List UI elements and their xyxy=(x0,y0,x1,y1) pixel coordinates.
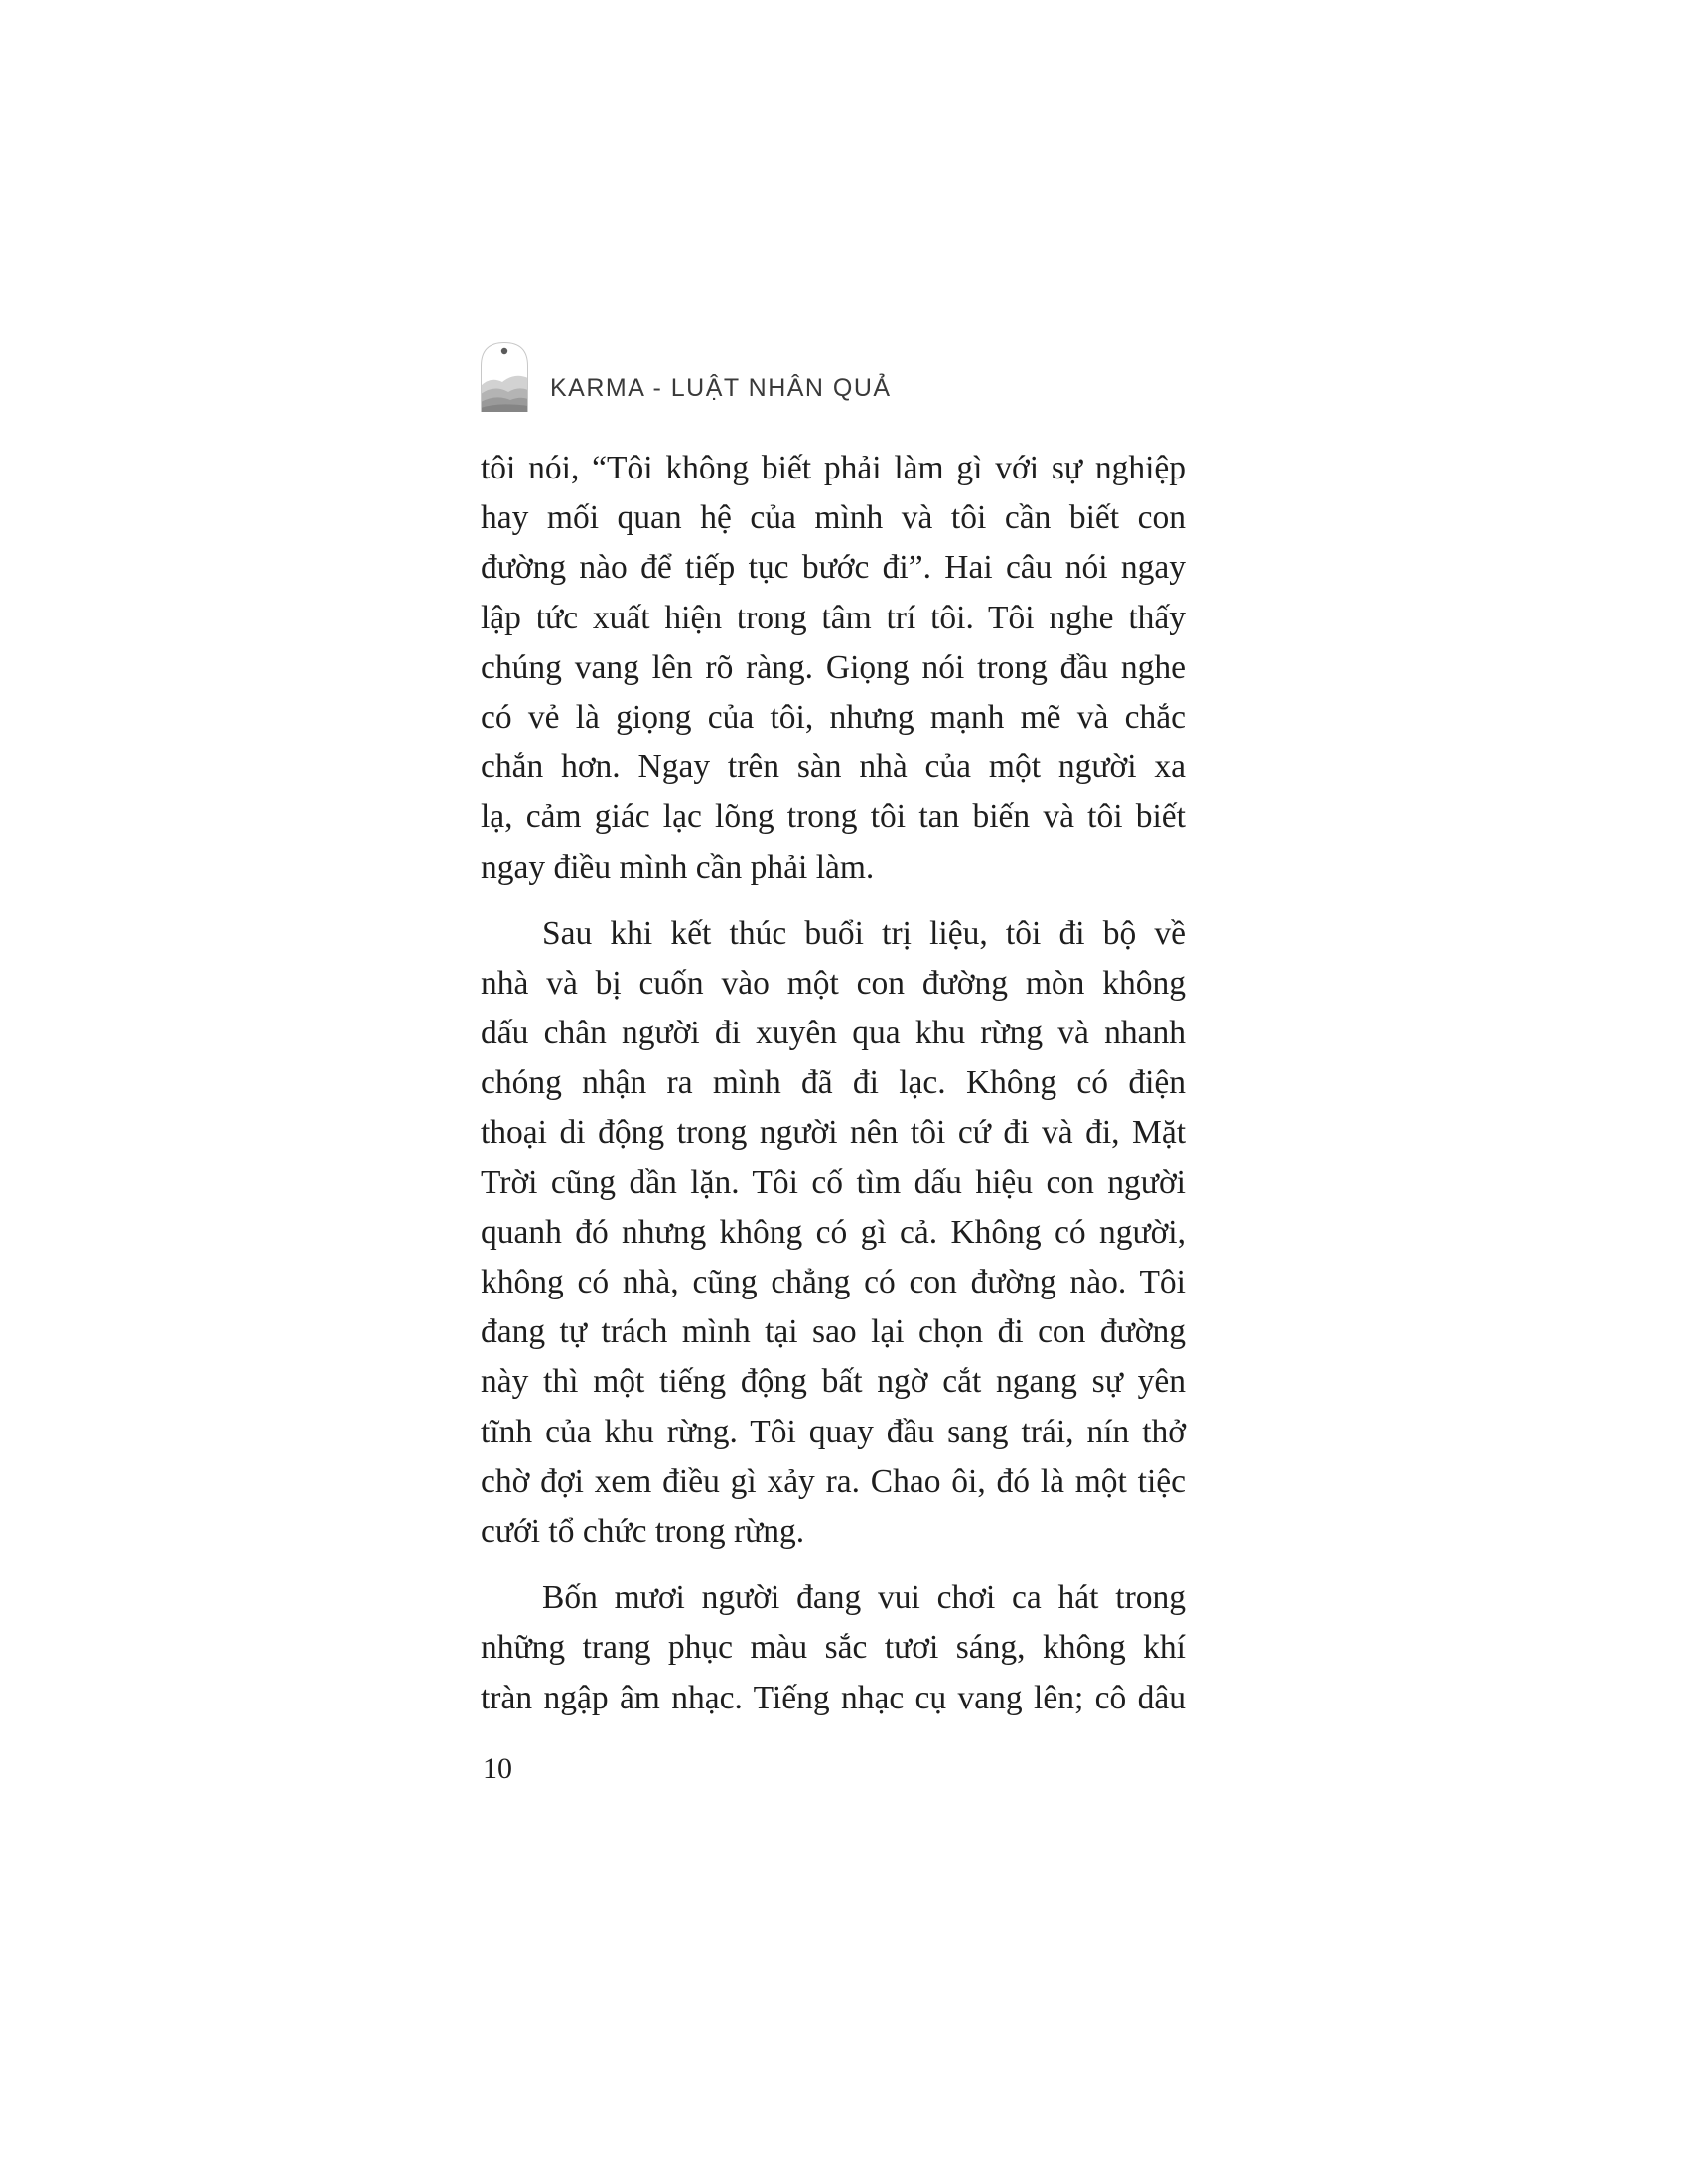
text-line: chờ đợi xem điều gì xảy ra. Chao ôi, đó là một tiệc xyxy=(481,1462,1186,1500)
page-body xyxy=(481,444,1186,1723)
paragraph xyxy=(481,1573,1186,1723)
paragraph xyxy=(481,909,1186,1557)
text-line: hay mối quan hệ của mình và tôi cần biết con xyxy=(481,499,1186,537)
sun-over-mountains-icon xyxy=(481,342,528,412)
text-line: lạ, cảm giác lạc lõng trong tôi tan biến và tôi biết xyxy=(481,798,1186,836)
text-line: không có nhà, cũng chẳng có con đường nào. Tôi xyxy=(481,1264,1186,1300)
text-line: chắn hơn. Ngay trên sàn nhà của một người xa xyxy=(481,749,1186,786)
text-line: nhà và bị cuốn vào một con đường mòn không xyxy=(481,964,1186,1002)
text-line: lập tức xuất hiện trong tâm trí tôi. Tôi nghe thấy xyxy=(481,599,1186,636)
text-line: có vẻ là giọng của tôi, nhưng mạnh mẽ và chắc xyxy=(481,698,1186,736)
text-line: quanh đó nhưng không có gì cả. Không có người, xyxy=(481,1213,1186,1251)
text-line: chúng vang lên rõ ràng. Giọng nói trong đầu nghe xyxy=(481,648,1186,686)
running-header xyxy=(481,341,892,413)
text-line: cưới tổ chức trong rừng. xyxy=(481,1512,805,1550)
text-line: những trang phục màu sắc tươi sáng, không khí xyxy=(481,1629,1186,1667)
text-line: đường nào để tiếp tục bước đi”. Hai câu nói ngay xyxy=(481,549,1186,587)
page-number: 10 xyxy=(483,1752,512,1785)
text-line: tĩnh của khu rừng. Tôi quay đầu sang trái, nín thở xyxy=(481,1413,1186,1450)
text-line: chóng nhận ra mình đã đi lạc. Không có điện xyxy=(481,1064,1186,1102)
running-header-title: KARMA - LUẬT NHÂN QUẢ xyxy=(550,373,892,402)
text-line: thoại di động trong người nên tôi cứ đi và đi, Mặt xyxy=(481,1114,1186,1152)
text-line: dấu chân người đi xuyên qua khu rừng và nhanh xyxy=(481,1015,1186,1052)
text-line: tôi nói, “Tôi không biết phải làm gì với sự nghiệp xyxy=(481,450,1186,486)
text-line: ngay điều mình cần phải làm. xyxy=(481,848,875,886)
paragraph xyxy=(481,444,1186,892)
text-line: tràn ngập âm nhạc. Tiếng nhạc cụ vang lên; cô dâu xyxy=(481,1679,1186,1716)
text-line: này thì một tiếng động bất ngờ cắt ngang sự yên xyxy=(481,1363,1186,1401)
text-line: Bốn mươi người đang vui chơi ca hát trong xyxy=(542,1579,1186,1617)
text-line: đang tự trách mình tại sao lại chọn đi con đường xyxy=(481,1313,1186,1351)
text-line: Trời cũng dần lặn. Tôi cố tìm dấu hiệu con người xyxy=(481,1163,1186,1201)
text-line: Sau khi kết thúc buổi trị liệu, tôi đi bộ về xyxy=(542,914,1186,952)
